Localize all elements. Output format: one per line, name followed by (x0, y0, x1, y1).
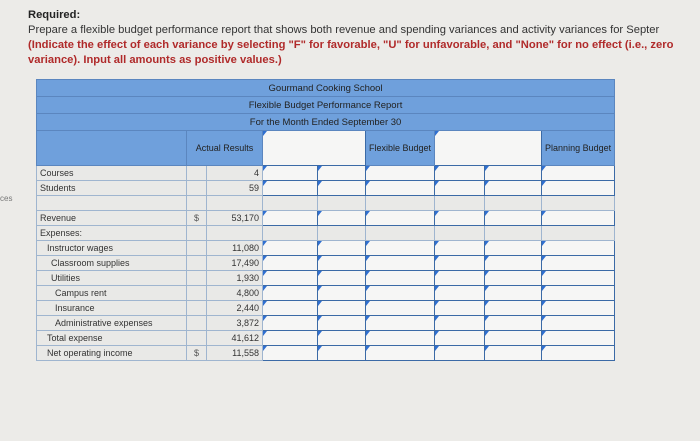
question-text (28, 8, 700, 68)
planning-budget-input[interactable] (542, 316, 615, 331)
question-prompt: Prepare a flexible budget performance report that shows both revenue and spending variances and activity variances for Septer (28, 24, 660, 36)
row-label: Net operating income (37, 346, 187, 361)
empty-cell (366, 226, 435, 241)
row-label: Utilities (37, 271, 187, 286)
table-row (37, 211, 615, 226)
variance-2-amount-input[interactable] (435, 346, 485, 361)
planning-budget-input[interactable] (542, 256, 615, 271)
actual-value: 53,170 (207, 211, 263, 226)
empty-cell (485, 226, 542, 241)
row-label: Administrative expenses (37, 316, 187, 331)
planning-budget-input[interactable] (542, 241, 615, 256)
actual-value: 3,872 (207, 316, 263, 331)
actual-value: 11,558 (207, 346, 263, 361)
actual-results-header: Actual Results (187, 131, 263, 166)
dollar-sign: $ (187, 346, 207, 361)
flexible-budget-input[interactable] (366, 331, 435, 346)
variance-1-amount-input[interactable] (263, 211, 318, 226)
flexible-budget-input[interactable] (366, 166, 435, 181)
flexible-budget-input[interactable] (366, 301, 435, 316)
variance-2-effect-select[interactable] (485, 331, 542, 346)
variance-1-amount-input[interactable] (263, 271, 318, 286)
table-row (37, 226, 615, 241)
variance-2-amount-input[interactable] (435, 286, 485, 301)
variance-2-amount-input[interactable] (435, 181, 485, 196)
actual-value: 4,800 (207, 286, 263, 301)
variance-1-effect-select[interactable] (318, 181, 366, 196)
variance-2-amount-input[interactable] (435, 256, 485, 271)
variance-2-effect-select[interactable] (485, 211, 542, 226)
actual-value: 17,490 (207, 256, 263, 271)
sidebar-fragment: ces (0, 194, 13, 203)
variance-2-amount-input[interactable] (435, 241, 485, 256)
actual-value: 11,080 (207, 241, 263, 256)
empty-cell (263, 226, 318, 241)
dollar-sign (187, 331, 207, 346)
dollar-sign (187, 286, 207, 301)
table-row (37, 241, 615, 256)
variance-1-effect-select[interactable] (318, 331, 366, 346)
table-row (37, 256, 615, 271)
variance-1-amount-input[interactable] (263, 166, 318, 181)
variance-2-effect-select[interactable] (485, 181, 542, 196)
actual-value: 41,612 (207, 331, 263, 346)
dollar-sign (187, 241, 207, 256)
variance-2-effect-select[interactable] (485, 241, 542, 256)
dollar-sign (187, 256, 207, 271)
variance-header-1-select[interactable] (263, 131, 366, 166)
variance-2-amount-input[interactable] (435, 316, 485, 331)
table-row (37, 196, 615, 211)
variance-1-effect-select[interactable] (318, 301, 366, 316)
variance-1-amount-input[interactable] (263, 346, 318, 361)
report-title: Flexible Budget Performance Report (37, 97, 615, 114)
planning-budget-input[interactable] (542, 271, 615, 286)
row-label: Total expense (37, 331, 187, 346)
variance-1-effect-select[interactable] (318, 211, 366, 226)
actual-value: 4 (207, 166, 263, 181)
row-label: Expenses: (37, 226, 187, 241)
empty-cell (318, 226, 366, 241)
label-header (37, 131, 187, 166)
actual-value: 1,930 (207, 271, 263, 286)
planning-budget-input[interactable] (542, 286, 615, 301)
variance-1-effect-select[interactable] (318, 271, 366, 286)
variance-2-effect-select[interactable] (485, 256, 542, 271)
variance-2-effect-select[interactable] (485, 301, 542, 316)
empty-cell (435, 226, 485, 241)
variance-1-effect-select[interactable] (318, 316, 366, 331)
flexible-budget-input[interactable] (366, 316, 435, 331)
variance-2-effect-select[interactable] (485, 166, 542, 181)
dollar-sign (187, 181, 207, 196)
report-period: For the Month Ended September 30 (37, 114, 615, 131)
instruction-line-2: variance). Input all amounts as positive values.) (28, 54, 282, 66)
table-row (37, 346, 615, 361)
variance-1-amount-input[interactable] (263, 181, 318, 196)
row-label: Classroom supplies (37, 256, 187, 271)
row-label: Campus rent (37, 286, 187, 301)
variance-2-amount-input[interactable] (435, 301, 485, 316)
flexible-budget-input[interactable] (366, 286, 435, 301)
flexible-budget-input[interactable] (366, 271, 435, 286)
table-row (37, 331, 615, 346)
dollar-sign (187, 166, 207, 181)
table-row (37, 166, 615, 181)
empty-cell (263, 196, 318, 211)
empty-cell (542, 196, 615, 211)
actual-value (207, 226, 263, 241)
empty-cell (485, 196, 542, 211)
row-label: Revenue (37, 211, 187, 226)
row-label: Insurance (37, 301, 187, 316)
table-row (37, 271, 615, 286)
instruction-line-1: (Indicate the effect of each variance by selecting "F" for favorable, "U" for unfavorable, and "None" for no effect (i.e., zero (28, 39, 674, 51)
variance-1-amount-input[interactable] (263, 241, 318, 256)
actual-value (207, 196, 263, 211)
performance-report-table (36, 79, 615, 361)
row-label: Students (37, 181, 187, 196)
variance-1-effect-select[interactable] (318, 256, 366, 271)
planning-budget-input[interactable] (542, 181, 615, 196)
flexible-budget-input[interactable] (366, 346, 435, 361)
variance-2-effect-select[interactable] (485, 316, 542, 331)
actual-value: 2,440 (207, 301, 263, 316)
empty-cell (542, 226, 615, 241)
dollar-sign: $ (187, 211, 207, 226)
dollar-sign (187, 196, 207, 211)
variance-2-effect-select[interactable] (485, 271, 542, 286)
variance-2-amount-input[interactable] (435, 271, 485, 286)
planning-budget-input[interactable] (542, 346, 615, 361)
flexible-budget-input[interactable] (366, 211, 435, 226)
planning-budget-header: Planning Budget (542, 131, 615, 166)
row-label (37, 196, 187, 211)
variance-1-amount-input[interactable] (263, 316, 318, 331)
variance-1-effect-select[interactable] (318, 346, 366, 361)
variance-1-effect-select[interactable] (318, 286, 366, 301)
dollar-sign (187, 271, 207, 286)
row-label: Instructor wages (37, 241, 187, 256)
empty-cell (366, 196, 435, 211)
flexible-budget-header: Flexible Budget (366, 131, 435, 166)
variance-1-amount-input[interactable] (263, 286, 318, 301)
table-row (37, 181, 615, 196)
variance-2-amount-input[interactable] (435, 211, 485, 226)
variance-1-amount-input[interactable] (263, 256, 318, 271)
variance-1-effect-select[interactable] (318, 241, 366, 256)
company-name: Gourmand Cooking School (37, 80, 615, 97)
empty-cell (435, 196, 485, 211)
table-row (37, 301, 615, 316)
variance-2-amount-input[interactable] (435, 166, 485, 181)
variance-2-amount-input[interactable] (435, 331, 485, 346)
flexible-budget-input[interactable] (366, 241, 435, 256)
empty-cell (318, 196, 366, 211)
table-row (37, 286, 615, 301)
planning-budget-input[interactable] (542, 211, 615, 226)
variance-1-amount-input[interactable] (263, 301, 318, 316)
flexible-budget-input[interactable] (366, 256, 435, 271)
variance-2-effect-select[interactable] (485, 346, 542, 361)
variance-header-2-select[interactable] (435, 131, 542, 166)
table-row (37, 316, 615, 331)
planning-budget-input[interactable] (542, 331, 615, 346)
dollar-sign (187, 301, 207, 316)
planning-budget-input[interactable] (542, 166, 615, 181)
dollar-sign (187, 226, 207, 241)
planning-budget-input[interactable] (542, 301, 615, 316)
actual-value: 59 (207, 181, 263, 196)
required-heading: Required: (28, 9, 81, 21)
row-label: Courses (37, 166, 187, 181)
variance-1-amount-input[interactable] (263, 331, 318, 346)
dollar-sign (187, 316, 207, 331)
flexible-budget-input[interactable] (366, 181, 435, 196)
variance-1-effect-select[interactable] (318, 166, 366, 181)
variance-2-effect-select[interactable] (485, 286, 542, 301)
